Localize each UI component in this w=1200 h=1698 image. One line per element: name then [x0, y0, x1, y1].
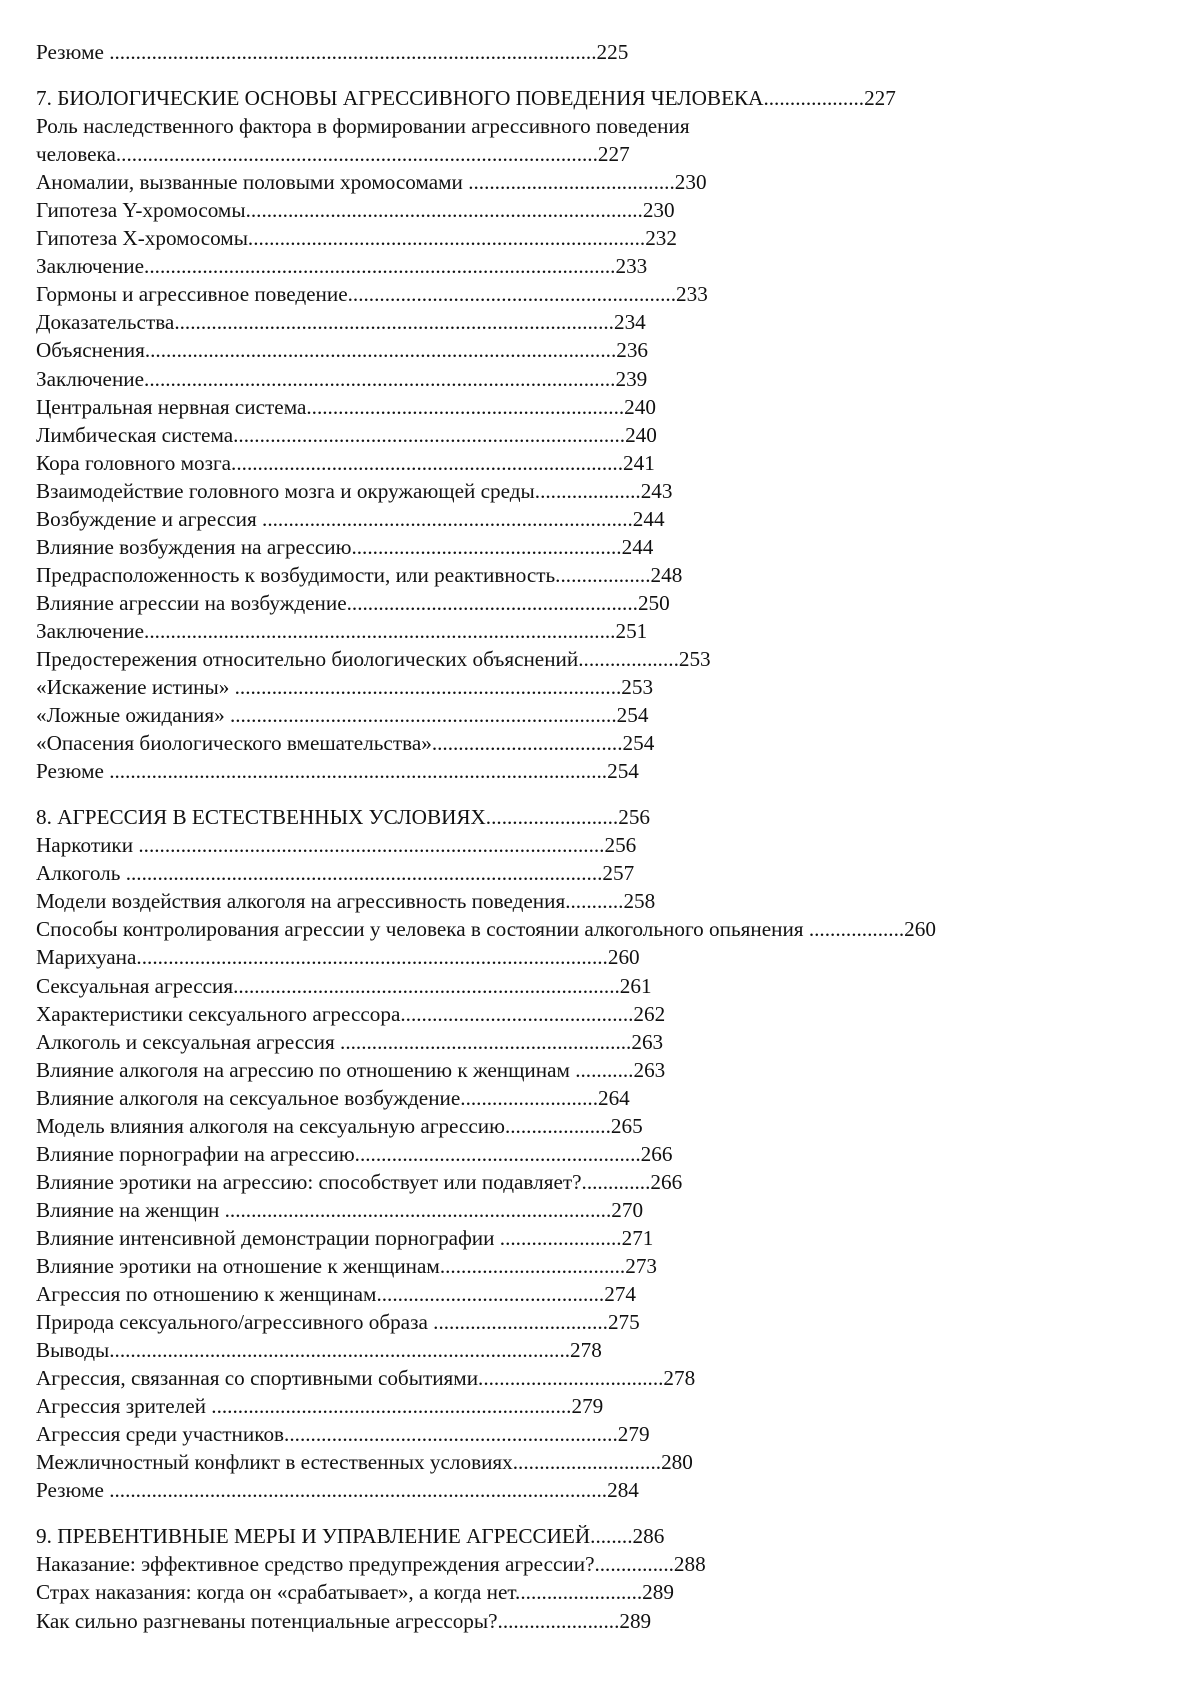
toc-entry: Возбуждение и агрессия ......................................................................244	[36, 506, 665, 531]
toc-entry: Природа сексуального/агрессивного образа .................................275	[36, 1310, 640, 1335]
toc-entry: Модель влияния алкоголя на сексуальную агрессию....................265	[36, 1113, 643, 1138]
toc-entry: Резюме ..............................................................................................254	[36, 759, 639, 784]
section-gap	[36, 785, 1166, 803]
toc-entry: Влияние агрессии на возбуждение.......................................................250	[36, 590, 670, 615]
toc-entry: Агрессия, связанная со спортивными событиями...................................278	[36, 1366, 696, 1391]
toc-entry: Агрессия по отношению к женщинам...........................................274	[36, 1282, 637, 1307]
section-gap	[36, 1504, 1166, 1522]
toc-entry: Гормоны и агрессивное поведение..............................................................233	[36, 282, 708, 307]
toc-entry: Влияние эротики на отношение к женщинам...................................273	[36, 1253, 658, 1278]
toc-entry: Предрасположенность к возбудимости, или реактивность..................248	[36, 562, 683, 587]
toc-entry: Лимбическая система..........................................................................240	[36, 422, 657, 447]
toc-entry: Заключение.........................................................................................239	[36, 366, 648, 391]
toc-entry: Агрессия зрителей ....................................................................279	[36, 1394, 604, 1419]
toc-entry: Наркотики ........................................................................................256	[36, 833, 637, 858]
toc-entry: Взаимодействие головного мозга и окружающей среды....................243	[36, 478, 673, 503]
toc-entry: Кора головного мозга..........................................................................241	[36, 450, 655, 475]
toc-entry: Заключение.........................................................................................233	[36, 254, 648, 279]
toc-entry: Резюме ............................................................................................225	[36, 40, 629, 64]
toc-entry: «Ложные ожидания» .........................................................................254	[36, 703, 649, 728]
toc-entry: Межличностный конфликт в естественных условиях............................280	[36, 1450, 693, 1475]
toc-entry: Влияние на женщин .........................................................................270	[36, 1197, 644, 1222]
section-gap	[36, 66, 1166, 84]
toc-entry: Влияние возбуждения на агрессию...................................................244	[36, 534, 654, 559]
toc-entry: Гипотеза Y-хромосомы...........................................................................230	[36, 198, 675, 223]
toc-entry: Как сильно разгневаны потенциальные агрессоры?.......................289	[36, 1608, 652, 1633]
toc-entry: Объяснения.........................................................................................236	[36, 338, 649, 363]
toc-section	[36, 803, 1166, 1504]
toc-entry: «Искажение истины» .........................................................................253	[36, 675, 654, 700]
toc-entry: Влияние алкоголя на агрессию по отношению к женщинам ...........263	[36, 1057, 666, 1082]
toc-entry: Способы контролирования агрессии у человека в состоянии алкогольного опьянения ..................260	[36, 917, 936, 942]
toc-entry: Доказательства...................................................................................234	[36, 310, 646, 335]
toc-entry: Влияние алкоголя на сексуальное возбуждение..........................264	[36, 1085, 630, 1110]
table-of-contents-page	[36, 38, 1166, 1635]
toc-entry: Влияние порнографии на агрессию......................................................266	[36, 1141, 673, 1166]
toc-entry: Заключение.........................................................................................251	[36, 618, 648, 643]
toc-entry: Резюме ..............................................................................................284	[36, 1478, 639, 1503]
toc-entry: Влияние интенсивной демонстрации порнографии .......................271	[36, 1225, 654, 1250]
toc-entry: Центральная нервная система............................................................240	[36, 394, 656, 419]
toc-entry: Страх наказания: когда он «срабатывает», а когда нет........................289	[36, 1580, 674, 1605]
chapter-title: 8. АГРЕССИЯ В ЕСТЕСТВЕННЫХ УСЛОВИЯХ.........................256	[36, 805, 651, 830]
toc-entry: Алкоголь и сексуальная агрессия .......................................................263	[36, 1029, 664, 1054]
toc-entry: человека...........................................................................................227	[36, 142, 630, 167]
toc-entry: Влияние эротики на агрессию: способствует или подавляет?.............266	[36, 1169, 683, 1194]
toc-entry: Выводы.......................................................................................278	[36, 1338, 602, 1363]
toc-entry: Характеристики сексуального агрессора............................................262	[36, 1001, 666, 1026]
toc-entry: Модели воздействия алкоголя на агрессивность поведения...........258	[36, 889, 656, 914]
toc-entry: Роль наследственного фактора в формировании агрессивного поведения	[36, 114, 690, 139]
toc-entry: Наказание: эффективное средство предупреждения агрессии?...............288	[36, 1552, 706, 1577]
toc-entry: Предостережения относительно биологических объяснений...................253	[36, 646, 711, 671]
toc-entry: «Опасения биологического вмешательства»....................................254	[36, 731, 655, 756]
toc-entry: Сексуальная агрессия.........................................................................261	[36, 973, 652, 998]
chapter-title: 7. БИОЛОГИЧЕСКИЕ ОСНОВЫ АГРЕССИВНОГО ПОВЕДЕНИЯ ЧЕЛОВЕКА...................227	[36, 86, 896, 111]
toc-entry: Гипотеза X-хромосомы...........................................................................232	[36, 226, 677, 251]
toc-entry: Агрессия среди участников...............................................................279	[36, 1422, 650, 1447]
chapter-title: 9. ПРЕВЕНТИВНЫЕ МЕРЫ И УПРАВЛЕНИЕ АГРЕССИЕЙ........286	[36, 1524, 665, 1549]
toc-entry: Марихуана.........................................................................................260	[36, 945, 640, 970]
toc-section	[36, 38, 1166, 66]
toc-entry: Аномалии, вызванные половыми хромосомами .......................................230	[36, 170, 707, 195]
toc-entry: Алкоголь ..........................................................................................257	[36, 861, 635, 886]
toc-section	[36, 84, 1166, 785]
toc-section	[36, 1522, 1166, 1634]
